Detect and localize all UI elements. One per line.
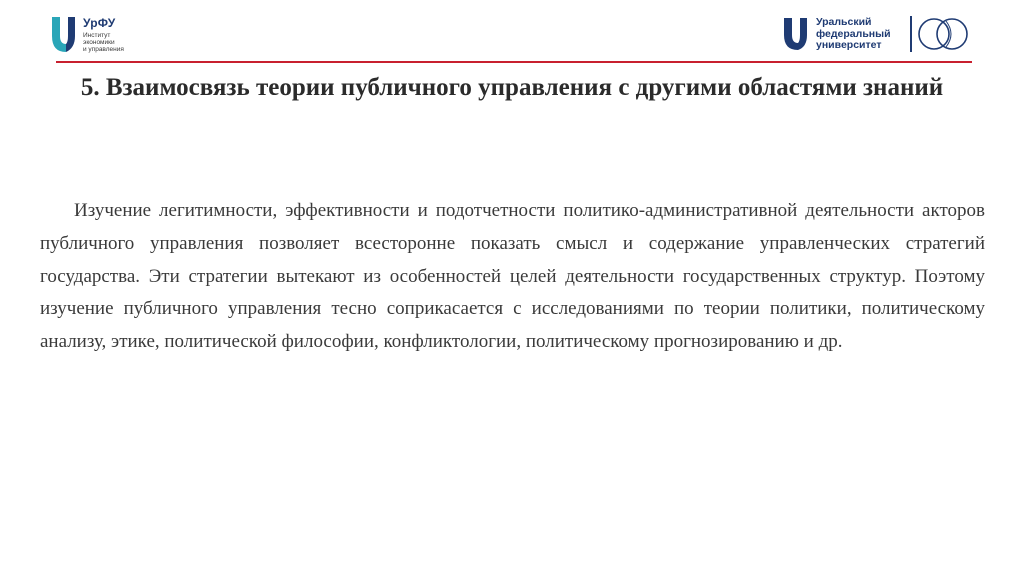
university-u-icon [783,16,811,52]
ural-federal-university-logo [783,14,983,60]
institute-name [83,32,143,53]
institute-line-2: экономики [83,39,115,46]
university-name [816,17,891,52]
university-name-line-1: Уральский [816,16,872,28]
institute-line-3: и управления [83,46,124,53]
university-name-line-2: федеральный [816,27,891,40]
slide-title: 5. Взаимосвязь теории публичного управления с другими областями знаний [80,74,944,101]
urfu-u-icon [49,14,79,54]
institute-line-1: Институт [83,32,111,39]
anniversary-emblem-icon [916,15,976,55]
university-name-line-3: университет [816,39,882,51]
urfu-brand-text: УрФУ [83,16,116,30]
header-divider [56,61,972,63]
logo-separator [910,16,912,52]
slide-body-paragraph: Изучение легитимности, эффективности и подотчетности политико-административной деятельности акторов публичного управления позволяет всесторонне показать смысл и содержание управленческих стратегий государства. Эти стратегии вытекают из особенностей целей деятельности государственных структур. Поэтому изучение публичного управления тесно соприкасается с исследованиями по теории политики, политическому анализу, этике, политической философии, конфликтологии, политическому прогнозированию и др. [40,200,985,353]
urfu-institute-logo [49,14,159,56]
